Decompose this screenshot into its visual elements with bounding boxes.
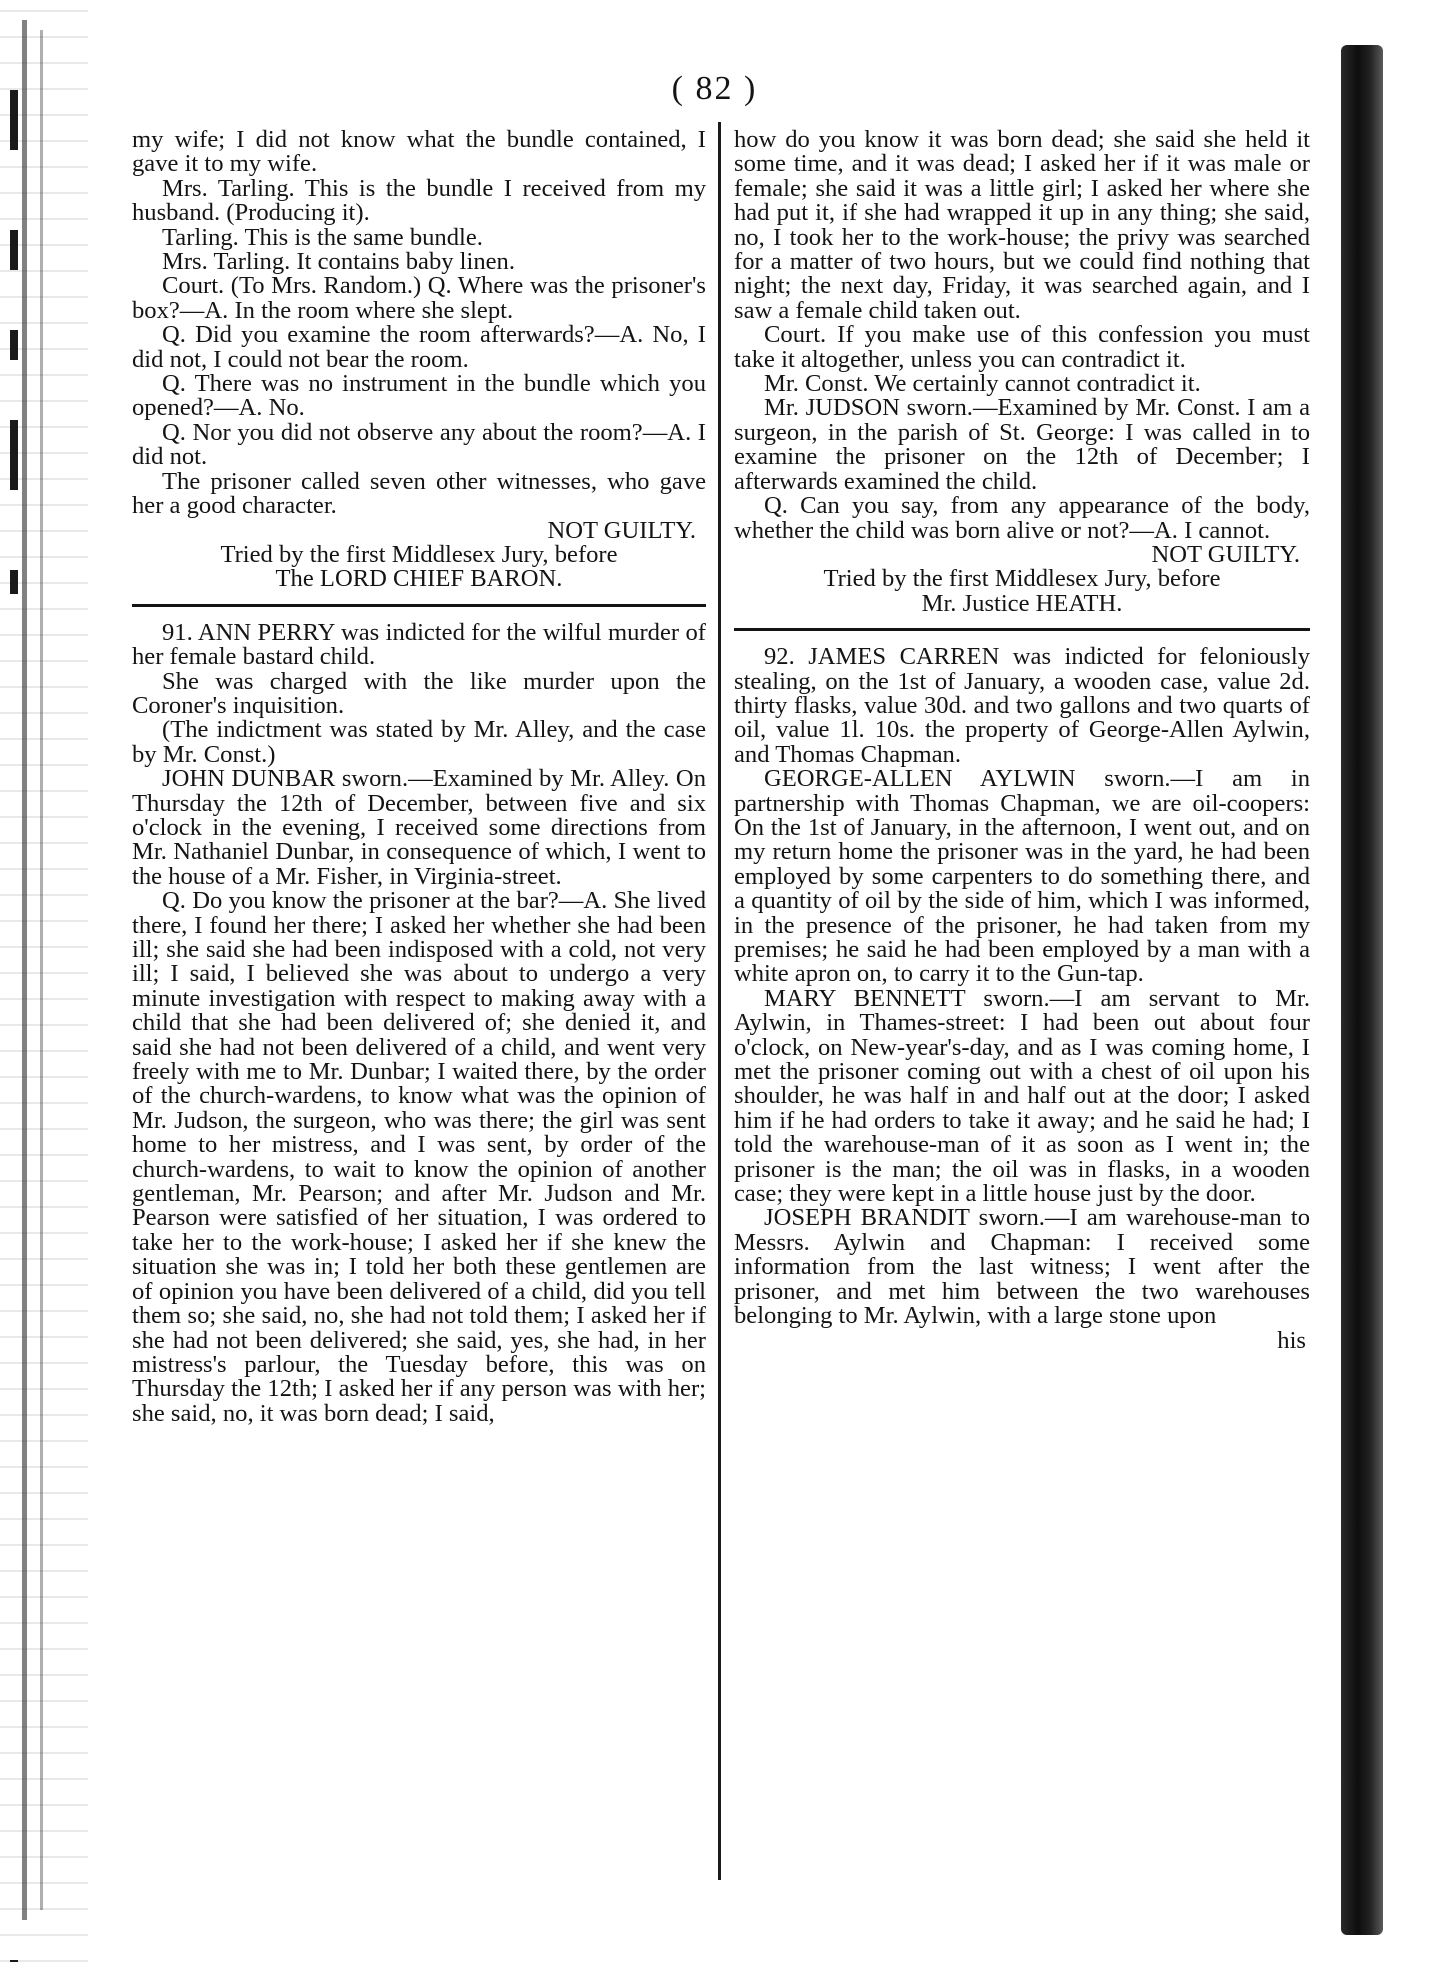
paragraph: JOHN DUNBAR sworn.—Examined by Mr. Alley. On Thursday the 12th of December, between five and six o'clock in the evening, I received some directions from Mr. Nathaniel Dunbar, in consequence of which, I went to the house of a Mr. Fisher, in Virginia-street. (132, 765, 706, 890)
paragraph: Q. Did you examine the room afterwards?—A. No, I did not, I could not bear the room. (132, 321, 706, 373)
paragraph: She was charged with the like murder upon the Coroner's inquisition. (132, 667, 706, 719)
paragraph: his (1277, 1326, 1306, 1354)
column-divider (718, 122, 721, 1880)
paragraph: Tried by the first Middlesex Jury, before (220, 540, 618, 568)
paragraph: Q. Do you know the prisoner at the bar?—A. She lived there, I found her there; I asked her whether she had been ill; she said she had been indisposed with a cold, not very ill; I said, I believed she was about to undergo a very minute investigation with respect to making away with a child that she had been delivered of; she denied it, and said she had not been delivered of a child, and went very freely with me to Mr. Dunbar; I waited there, by the order of the church-wardens, to know what was the opinion of Mr. Judson, the surgeon, who was there; the girl was sent home to her mistress, and I was sent, by order of the church-wardens, to wait to know the opinion of another gentleman, Mr. Pearson; and after Mr. Judson and Mr. Pearson were satisfied of her situation, I was ordered to take her to the work-house; I asked her if she knew the situation she was in; I told her both these gentlemen are of opinion you have been delivered of a child, did you tell them so; she said, no, she had not told them; I asked her if she had not been delivered; she said, yes, she had, in her mistress's parlour, the Tuesday before, this was on Thursday the 12th; I asked her if any person was with her; she said, no, it was born dead; I said, (132, 887, 706, 1427)
paragraph: Tried by the first Middlesex Jury, before (823, 565, 1221, 593)
section-rule (734, 628, 1310, 631)
paragraph: The LORD CHIEF BARON. (275, 565, 563, 593)
right-column (734, 128, 1310, 1353)
paragraph: my wife; I did not know what the bundle contained, I gave it to my wife. (132, 126, 706, 178)
paragraph: Mr. Justice HEATH. (921, 589, 1123, 617)
page-binding-edge (0, 0, 88, 1962)
paragraph: 92. JAMES CARREN was indicted for feloniously stealing, on the 1st of January, a wooden case, value 2d. thirty flasks, value 30d. and two gallons and two quarts of oil, value 1l. 10s. the property of George-Allen Aylwin, and Thomas Chapman. (734, 643, 1310, 768)
paragraph: Q. Can you say, from any appearance of the body, whether the child was born alive or not?—A. I cannot. (734, 492, 1310, 544)
left-column (132, 128, 706, 1426)
paragraph: MARY BENNETT sworn.—I am servant to Mr. Aylwin, in Thames-street: I had been out about four o'clock, on New-year's-day, and as I was coming home, I met the prisoner coming out with a chest of oil upon his shoulder, he was half in and half out at the door; I asked him if he had orders to take it away; and he said he had; I told the warehouse-man of it as soon as I went in; the prisoner is the man; the oil was in flasks, in a wooden case; they were kept in a little house just by the door. (734, 984, 1310, 1208)
paragraph: Mr. JUDSON sworn.—Examined by Mr. Const. I am a surgeon, in the parish of St. George: I was called in to examine the prisoner on the 12th of December; I afterwards examined the child. (734, 394, 1310, 495)
page-shadow-edge (1319, 0, 1429, 1962)
paragraph: JOSEPH BRANDIT sworn.—I am warehouse-man to Messrs. Aylwin and Chapman: I received some information from the last witness; I went after the prisoner, and met him between the two warehouses belonging to Mr. Aylwin, with a large stone upon (734, 1204, 1310, 1330)
paragraph: Mr. Const. We certainly cannot contradict it. (764, 370, 1201, 398)
paragraph: Tarling. This is the same bundle. (162, 223, 483, 251)
paragraph: The prisoner called seven other witnesses, who gave her a good character. (132, 467, 706, 520)
paragraph: how do you know it was born dead; she said she held it some time, and it was dead; I asked her if it was male or female; she said it was a little girl; I asked her where she had put it, if she had wrapped it up in any thing; she said, no, I took her to the work-house; the privy was searched for a matter of two hours, but we could find nothing that night; the next day, Friday, it was searched again, and I saw a female child taken out. (734, 126, 1310, 324)
paragraph: NOT GUILTY. (547, 516, 696, 544)
page-number: ( 82 ) (671, 70, 758, 107)
paragraph: NOT GUILTY. (1151, 540, 1300, 568)
paragraph: GEORGE-ALLEN AYLWIN sworn.—I am in partnership with Thomas Chapman, we are oil-coopers: On the 1st of January, in the afternoon, I went out, and on my return home the prisoner was in the yard, he had been employed by some carpenters to do something there, and a quantity of oil by the side of him, which I was informed, in the presence of the prisoner, he had taken from my premises; he said he had been employed by a man with a white apron on, to carry it to the Gun-tap. (734, 765, 1310, 988)
paragraph: Mrs. Tarling. This is the bundle I received from my husband. (Producing it). (132, 174, 706, 227)
paragraph: Q. Nor you did not observe any about the room?—A. I did not. (132, 418, 706, 471)
paragraph: Mrs. Tarling. It contains baby linen. (162, 248, 516, 276)
paragraph: Q. There was no instrument in the bundle which you opened?—A. No. (132, 370, 706, 422)
paragraph: (The indictment was stated by Mr. Alley, and the case by Mr. Const.) (132, 716, 706, 768)
section-rule (132, 604, 706, 607)
paragraph: Court. If you make use of this confession you must take it altogether, unless you can contradict it. (734, 321, 1310, 373)
paragraph: Court. (To Mrs. Random.) Q. Where was the prisoner's box?—A. In the room where she slept. (132, 272, 706, 324)
paragraph: 91. ANN PERRY was indicted for the wilful murder of her female bastard child. (132, 618, 706, 671)
